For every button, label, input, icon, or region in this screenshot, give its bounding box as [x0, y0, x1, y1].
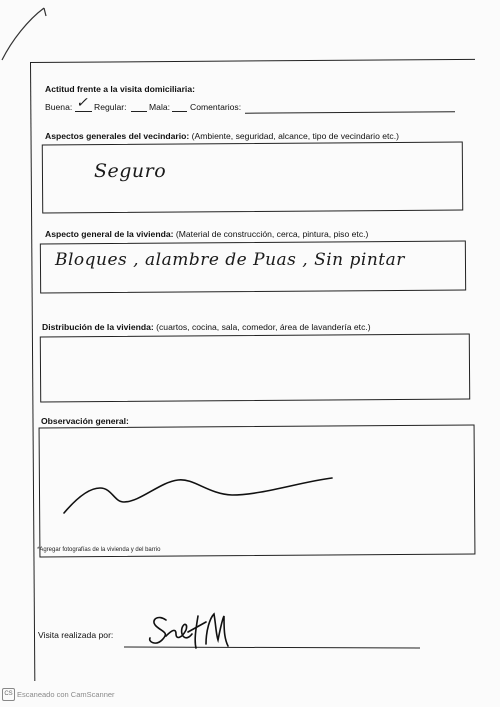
- actitud-title: Actitud frente a la visita domiciliaria:: [45, 84, 195, 94]
- distribucion-note: (cuartos, cocina, sala, comedor, área de lavandería etc.): [156, 322, 371, 332]
- observacion-title: Observación general:: [41, 416, 129, 426]
- buena-label: Buena:: [45, 102, 73, 112]
- vivienda-answer: Bloques , alambre de Puas , Sin pintar: [55, 250, 405, 270]
- observacion-footnote: *Agregar fotografías de la vivienda y del barrio: [37, 547, 161, 553]
- signature-m: [206, 614, 228, 646]
- regular-label: Regular:: [94, 102, 127, 112]
- vecindario-note: (Ambiente, seguridad, alcance, tipo de vecindario etc.): [191, 131, 399, 141]
- vivienda-note: (Material de construcción, cerca, pintura, piso etc.): [175, 229, 369, 239]
- vecindario-heading: Aspectos generales del vecindario:: [45, 131, 190, 141]
- camscanner-watermark: Escaneado con CamScanner: [17, 690, 115, 699]
- mala-label: Mala:: [149, 102, 171, 112]
- buena-checkmark: ✓: [76, 95, 89, 111]
- vivienda-heading: Aspecto general de la vivienda:: [45, 229, 174, 239]
- signature-s: [150, 618, 166, 644]
- signature-f: [188, 616, 206, 648]
- visita-label: Visita realizada por:: [38, 630, 114, 640]
- comentarios-label: Comentarios:: [190, 102, 242, 112]
- camscanner-logo: CS: [2, 688, 15, 701]
- vecindario-answer: Seguro: [94, 160, 167, 182]
- distribucion-heading: Distribución de la vivienda:: [42, 322, 154, 332]
